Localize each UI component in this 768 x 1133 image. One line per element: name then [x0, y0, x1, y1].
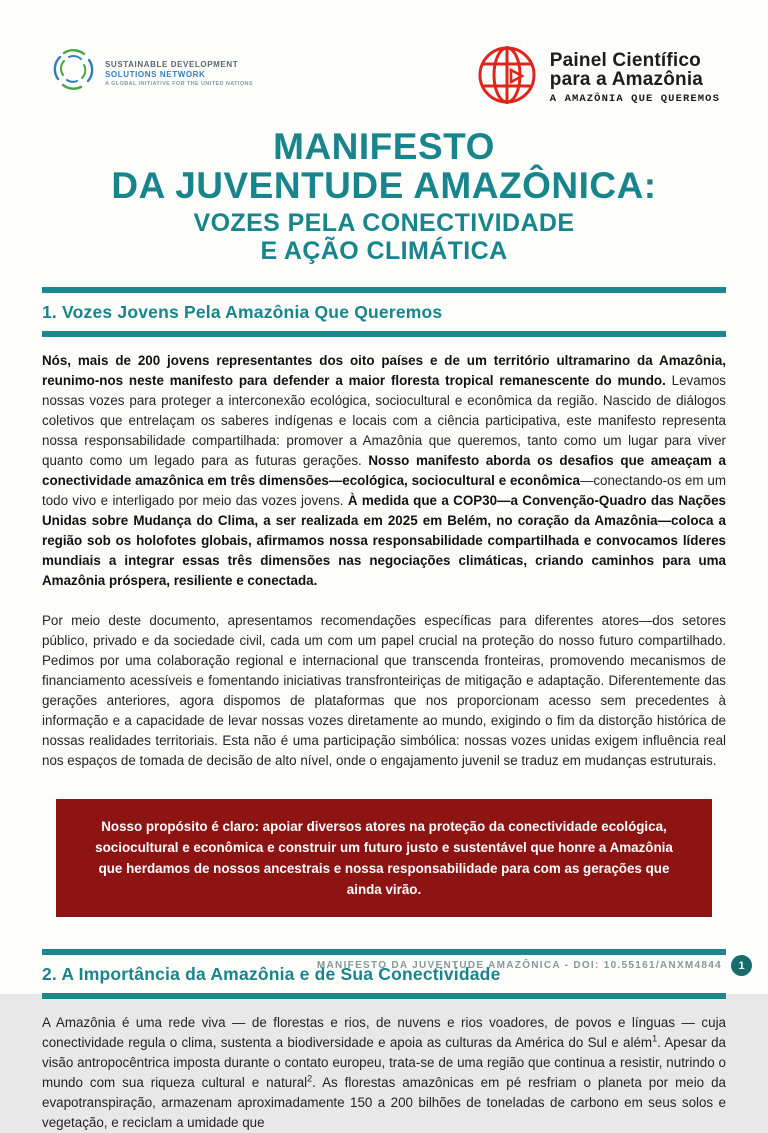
sdsn-logo-text — [105, 56, 253, 88]
divider-rule — [42, 331, 726, 337]
pca-logo-text — [550, 51, 720, 104]
footnote-ref-1: 1 — [652, 1033, 658, 1044]
section2-heading: 2. A Importância da Amazônia e de Sua Conectividade — [42, 964, 501, 985]
page-footer — [317, 955, 752, 976]
sdsn-line3: A GLOBAL INITIATIVE FOR THE UNITED NATIONS — [105, 80, 253, 87]
section1-heading: 1. Vozes Jovens Pela Amazônia Que Queremos — [42, 302, 443, 323]
footnote-ref-2: 2 — [307, 1073, 313, 1084]
paragraph-run: Nosso manifesto aborda os desafios que ameaçam a conectividade amazônica em três dimensões—ecológica, sociocultural e econômica — [42, 453, 726, 489]
title-line1: MANIFESTO — [273, 126, 495, 167]
pca-globe-icon — [476, 44, 538, 111]
section2-paragraph1 — [42, 1013, 726, 1133]
page-number-badge: 1 — [731, 955, 752, 976]
purpose-callout: Nosso propósito é claro: apoiar diversos atores na proteção da conectividade ecológica, sociocultural e econômica e construir um futuro justo e sustentável que honre a Amazônia que herdamos de nossos ancestrais e nossa responsabilidade para com as gerações que ainda virão. — [56, 799, 712, 917]
paragraph-run: Nós, mais de 200 jovens representantes dos oito países e de um território ultramarino da Amazônia, reunimo-nos neste manifesto para defender a maior floresta tropical remanescente do mundo. — [42, 353, 726, 389]
sdsn-logo — [48, 44, 253, 99]
paragraph-run: Levamos nossas vozes para proteger a interconexão ecológica, sociocultural e econômica da região. Nascido de diálogos coletivos que entrelaçam os saberes indígenas e locais com a ciência participativa, este manifesto representa nossa responsabilidade compartilhada: promover a Amazônia que queremos, tanto como um lugar para viver quanto como um legado para as futuras gerações. — [42, 373, 726, 469]
pca-line2: para a Amazônia — [549, 69, 704, 91]
subtitle-line2: E AÇÃO CLIMÁTICA — [260, 237, 508, 266]
footer-doi-text: MANIFESTO DA JUVENTUDE AMAZÔNICA - DOI: 10.55161/ANXM4844 — [316, 960, 722, 971]
paragraph-run: —conectando-os em um todo vivo e interligado por meio das vozes jovens. — [42, 473, 726, 509]
paragraph-run: A Amazônia é uma rede viva — de florestas e rios, de nuvens e rios voadores, de povos e línguas — cuja conectividade regula o clima, sustenta a biodiversidade e apoia as culturas da América do Sul e além — [42, 1015, 726, 1051]
section1-paragraph2: Por meio deste documento, apresentamos recomendações específicas para diferentes atores—dos setores público, privado e da sociedade civil, cada um com um papel crucial na proteção do nosso futuro compartilhado. Pedimos por uma colaboração regional e internacional que transcenda fronteiras, promovendo mecanismos de financiamento acessíveis e fomentando iniciativas transfronteiriças de mitigação e adaptação. Diferentemente das gerações anteriores, agora dispomos de plataformas que nos proporcionam acesso sem precedentes à informação e a capacidade de levar nossas vozes diretamente ao mundo, exigindo o fim da distorção histórica de nossas realidades territoriais. Esta não é uma participação simbólica: nossas vozes unidas exigem influência real nos espaços de tomada de decisão de alto nível, onde o engajamento juvenil se traduz em mudanças estruturais. — [42, 613, 726, 769]
pca-line1: Painel Científico — [549, 49, 701, 71]
section1-paragraph1 — [42, 351, 726, 591]
sdsn-line1: SUSTAINABLE DEVELOPMENT — [105, 59, 239, 69]
sdsn-swirl-icon — [48, 44, 98, 99]
paragraph-run: À medida que a COP30—a Convenção-Quadro das Nações Unidas sobre Mudança do Clima, a ser realizada em 2025 em Belém, no coração da Amazônia—coloca a região sob os holofotes globais, afirmamos nossa responsabilidade compartilhada e convocamos líderes mundiais a integrar essas três dimensões nas negociações climáticas, criando caminhos para uma Amazônia próspera, resiliente e conectada. — [42, 493, 726, 589]
section1-heading-block — [42, 287, 726, 337]
pca-logo — [476, 44, 720, 111]
header — [0, 0, 768, 111]
paragraph-run: . As florestas amazônicas em pé resfriam o planeta por meio da evapotranspiração, armazenam aproximadamente 150 a 200 bilhões de toneladas de carbono em seus solos e vegetação, e reciclam a umidade que — [42, 1075, 726, 1131]
subtitle-line1: VOZES PELA CONECTIVIDADE — [193, 209, 575, 238]
document-title — [0, 127, 768, 265]
paragraph-run: . Apesar da visão antropocêntrica imposta durante o contato europeu, trata-se de uma região que continua a resistir, nutrindo o mundo com sua riqueza cultural e natural — [42, 1035, 726, 1091]
pca-line3: A AMAZÔNIA QUE QUEREMOS — [549, 92, 720, 105]
sdsn-line2: SOLUTIONS NETWORK — [105, 69, 206, 79]
divider-rule — [42, 993, 726, 999]
title-line2: DA JUVENTUDE AMAZÔNICA: — [111, 165, 657, 207]
